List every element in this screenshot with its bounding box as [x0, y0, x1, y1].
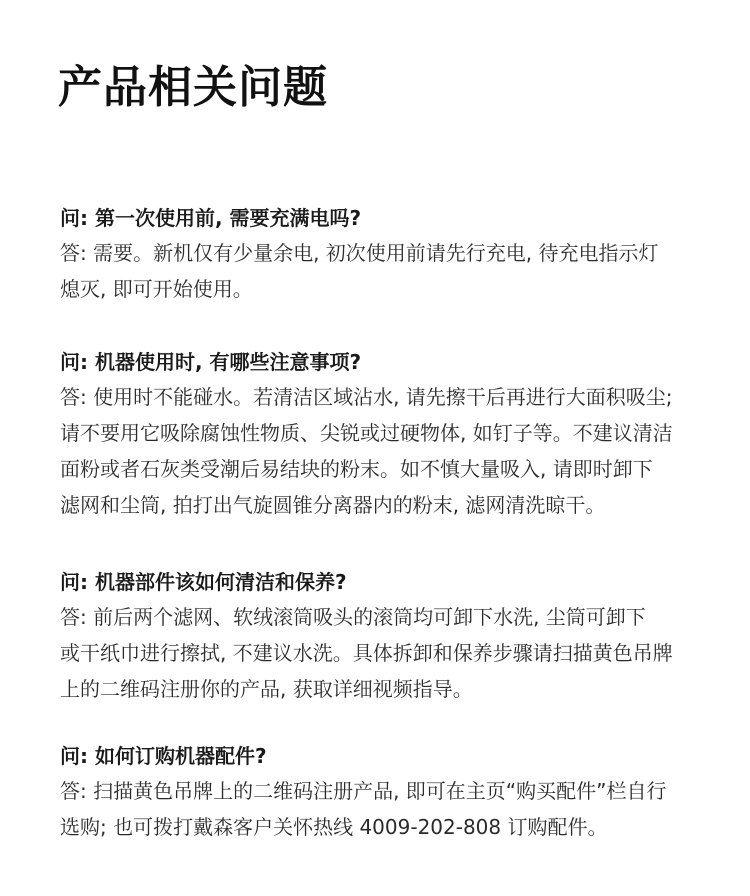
- faq-answer: [60, 235, 710, 307]
- answer-line: 滤网和尘筒, 拍打出气旋圆锥分离器内的粉末, 滤网清洗晾干。: [60, 493, 606, 517]
- page-title: 产品相关问题: [58, 62, 328, 113]
- answer-line: 熄灭, 即可开始使用。: [60, 277, 253, 301]
- faq-answer: [60, 599, 710, 707]
- faq-item-precautions: [60, 345, 710, 523]
- answer-line: 上的二维码注册你的产品, 获取详细视频指导。: [60, 677, 473, 701]
- faq-item-charging: [60, 201, 710, 307]
- answer-line: 答: 使用时不能碰水。若清洁区域沾水, 请先擦干后再进行大面积吸尘;: [60, 385, 673, 409]
- answer-line: 答: 扫描黄色吊牌上的二维码注册产品, 即可在主页“购买配件”栏自行: [60, 779, 667, 803]
- faq-question: 问: 机器使用时, 有哪些注意事项?: [60, 350, 362, 374]
- answer-line: 或干纸巾进行擦拭, 不建议水洗。具体拆卸和保养步骤请扫描黄色吊牌: [60, 641, 673, 665]
- answer-line: 答: 需要。新机仅有少量余电, 初次使用前请先行充电, 待充电指示灯: [60, 241, 659, 265]
- answer-line: 选购; 也可拨打戴森客户关怀热线 4009-202-808 订购配件。: [60, 815, 608, 839]
- faq-answer: [60, 773, 710, 845]
- faq-question: 问: 第一次使用前, 需要充满电吗?: [60, 206, 362, 230]
- answer-line: 答: 前后两个滤网、软绒滚筒吸头的滚筒均可卸下水洗, 尘筒可卸下: [60, 605, 646, 629]
- answer-line: 请不要用它吸除腐蚀性物质、尖锐或过硬物体, 如钉子等。不建议清洁: [60, 421, 673, 445]
- faq-question: 问: 如何订购机器配件?: [60, 744, 267, 768]
- answer-line: 面粉或者石灰类受潮后易结块的粉末。如不慎大量吸入, 请即时卸下: [60, 457, 653, 481]
- faq-question: 问: 机器部件该如何清洁和保养?: [60, 570, 347, 594]
- faq-answer: [60, 379, 710, 523]
- faq-item-ordering-parts: [60, 739, 710, 845]
- faq-item-maintenance: [60, 565, 710, 707]
